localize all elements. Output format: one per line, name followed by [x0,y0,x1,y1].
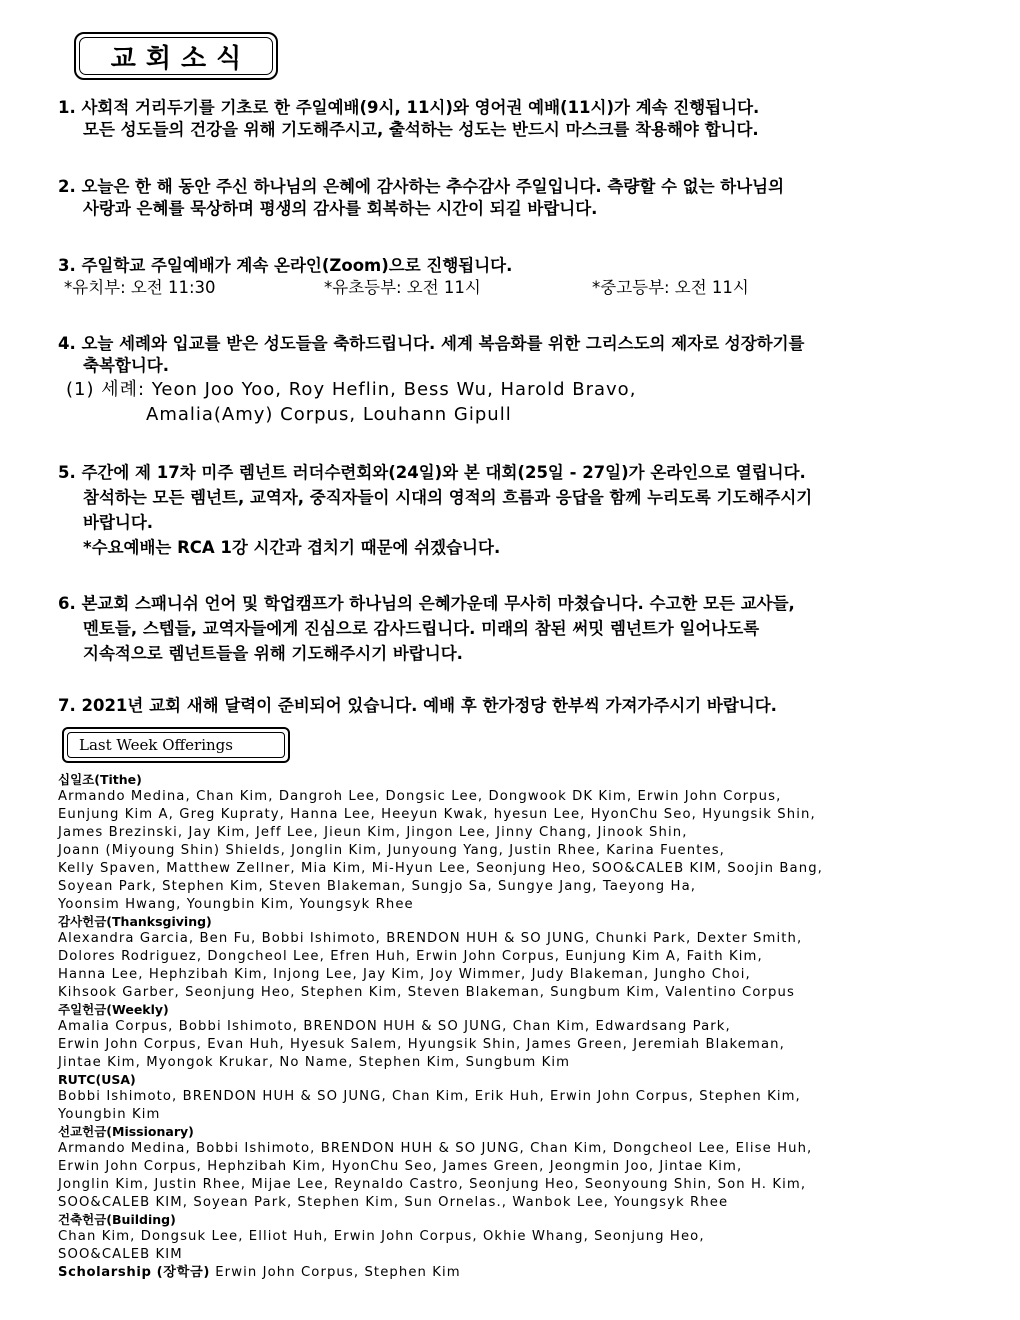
names-line: Youngbin Kim [58,1107,161,1122]
names-line: Kihsook Garber, Seonjung Heo, Stephen Kim, Steven Blakeman, Sungbum Kim, Valentino Corpus [58,985,795,1000]
category-names [58,1140,958,1212]
category-names [58,1018,958,1072]
offerings-title-box [62,727,290,763]
notice-line: 2. 오늘은 한 해 동안 주신 하나님의 은혜에 감사하는 추수감사 주일입니다. 측량할 수 없는 하나님의 [58,177,785,196]
names-line: Amalia Corpus, Bobbi Ishimoto, BRENDON HUH & SO JUNG, Chan Kim, Edwardsang Park, [58,1019,731,1034]
names-line: SOO&CALEB KIM [58,1247,183,1262]
notice-4 [58,333,958,427]
schedule-youth: *중고등부: 오전 11시 [592,278,749,297]
baptism-list: Amalia(Amy) Corpus, Louhann Gipull [146,404,512,425]
category-names [58,1228,958,1264]
notice-line: 4. 오늘 세례와 입교를 받은 성도들을 축하드립니다. 세계 복음화를 위한 그리스도의 제자로 성장하기를 [58,334,805,353]
names-line: Armando Medina, Chan Kim, Dangroh Lee, Dongsic Lee, Dongwook DK Kim, Erwin John Corpus, [58,789,782,804]
notice-5 [58,462,958,559]
offering-category-tithe [58,772,958,914]
names-line: Joann (Miyoung Shin) Shields, Jonglin Kim, Junyoung Yang, Justin Rhee, Karina Fuentes, [58,843,725,858]
category-names [58,788,958,914]
scholarship-names: Erwin John Corpus, Stephen Kim [209,1265,461,1280]
offering-category-thanksgiving [58,914,958,1002]
category-title: 주일헌금(Weekly) [58,1002,169,1017]
notice-line: 1. 사회적 거리두기를 기초로 한 주일예배(9시, 11시)와 영어권 예배(11시)가 계속 진행됩니다. [58,98,760,117]
notice-line: 멘토들, 스텝들, 교역자들에게 진심으로 감사드립니다. 미래의 참된 써밋 렘넌트가 일어나도록 [83,619,760,638]
category-title: RUTC(USA) [58,1072,136,1087]
notice-6 [58,593,958,665]
schedule-kindergarten: *유치부: 오전 11:30 [64,278,216,297]
offerings-list [58,772,958,1282]
names-line: Erwin John Corpus, Evan Huh, Hyesuk Salem, Hyungsik Shin, James Green, Jeremiah Blakeman, [58,1037,785,1052]
notice-3 [58,255,958,299]
names-line: Kelly Spaven, Matthew Zellner, Mia Kim, Mi-Hyun Lee, Seonjung Heo, SOO&CALEB KIM, Soojin Bang, [58,861,823,876]
notice-line: *수요예배는 RCA 1강 시간과 겹치기 때문에 쉬겠습니다. [83,538,501,557]
names-line: Armando Medina, Bobbi Ishimoto, BRENDON HUH & SO JUNG, Chan Kim, Dongcheol Lee, Elise Huh, [58,1141,813,1156]
title-box [74,32,278,80]
offering-category-missionary [58,1124,958,1212]
page-title: 교회소식 [110,43,252,74]
schedule-elementary: *유초등부: 오전 11시 [324,278,481,297]
names-line: Jonglin Kim, Justin Rhee, Mijae Lee, Reynaldo Castro, Seonjung Heo, Seonyoung Shin, Son H. Kim, [58,1177,807,1192]
category-title: 십일조(Tithe) [58,772,142,787]
names-line: Dolores Rodriguez, Dongcheol Lee, Efren Huh, Erwin John Corpus, Eunjung Kim A, Faith Kim, [58,949,763,964]
notice-7 [58,695,958,717]
offering-category-rutc [58,1072,958,1124]
notice-line: 바랍니다. [83,513,154,532]
scholarship-title: Scholarship (장학금) [58,1265,210,1280]
school-schedule [58,277,958,299]
notice-line: 7. 2021년 교회 새해 달력이 준비되어 있습니다. 예배 후 한가정당 한부씩 가져가주시기 바랍니다. [58,696,777,715]
category-title: 선교헌금(Missionary) [58,1124,194,1139]
notice-line: 사랑과 은혜를 묵상하며 평생의 감사를 회복하는 시간이 되길 바랍니다. [83,199,598,218]
names-line: Alexandra Garcia, Ben Fu, Bobbi Ishimoto, BRENDON HUH & SO JUNG, Chunki Park, Dexter Smith, [58,931,803,946]
names-line: Bobbi Ishimoto, BRENDON HUH & SO JUNG, Chan Kim, Erik Huh, Erwin John Corpus, Stephen Kim, [58,1089,801,1104]
notice-line: 3. 주일학교 주일예배가 계속 온라인(Zoom)으로 진행됩니다. [58,256,513,275]
category-names [58,1088,958,1124]
names-line: Eunjung Kim A, Greg Kupraty, Hanna Lee, Heeyun Kwak, hyesun Lee, HyonChu Seo, Hyungsik Shin, [58,807,816,822]
category-names [58,930,958,1002]
names-line: SOO&CALEB KIM, Soyean Park, Stephen Kim, Sun Ornelas., Wanbok Lee, Youngsyk Rhee [58,1195,729,1210]
notice-1 [58,97,958,141]
offering-category-weekly [58,1002,958,1072]
offering-category-building [58,1212,958,1264]
names-line: James Brezinski, Jay Kim, Jeff Lee, Jieun Kim, Jingon Lee, Jinny Chang, Jinook Shin, [58,825,688,840]
notice-line: 6. 본교회 스패니쉬 언어 및 학업캠프가 하나님의 은혜가운데 무사히 마쳤습니다. 수고한 모든 교사들, [58,594,795,613]
names-line: Yoonsim Hwang, Youngbin Kim, Youngsyk Rhee [58,897,414,912]
names-line: Hanna Lee, Hephzibah Kim, Injong Lee, Jay Kim, Joy Wimmer, Judy Blakeman, Jungho Choi, [58,967,751,982]
category-title: 감사헌금(Thanksgiving) [58,914,212,929]
notice-line: 지속적으로 렘넌트들을 위해 기도해주시기 바랍니다. [83,644,463,663]
notice-line: 모든 성도들의 건강을 위해 기도해주시고, 출석하는 성도는 반드시 마스크를 착용해야 합니다. [83,120,759,139]
offerings-title: Last Week Offerings [79,736,233,754]
notice-line: 참석하는 모든 렘넌트, 교역자, 중직자들이 시대의 영적의 흐름과 응답을 함께 누리도록 기도해주시기 [83,488,813,507]
category-title: 건축헌금(Building) [58,1212,176,1227]
names-line: Chan Kim, Dongsuk Lee, Elliot Huh, Erwin John Corpus, Okhie Whang, Seonjung Heo, [58,1229,705,1244]
offering-category-scholarship [58,1264,958,1282]
names-line: Jintae Kim, Myongok Krukar, No Name, Stephen Kim, Sungbum Kim [58,1055,571,1070]
notice-line: 5. 주간에 제 17차 미주 렘넌트 러더수련회와(24일)와 본 대회(25일 - 27일)가 온라인으로 열립니다. [58,463,806,482]
baptism-list: (1) 세례: Yeon Joo Yoo, Roy Heflin, Bess Wu, Harold Bravo, [66,379,637,400]
names-line: Soyean Park, Stephen Kim, Steven Blakeman, Sungjo Sa, Sungye Jang, Taeyong Ha, [58,879,697,894]
names-line: Erwin John Corpus, Hephzibah Kim, HyonChu Seo, James Green, Jeongmin Joo, Jintae Kim, [58,1159,743,1174]
notice-2 [58,176,958,220]
notice-line: 축복합니다. [83,356,169,375]
